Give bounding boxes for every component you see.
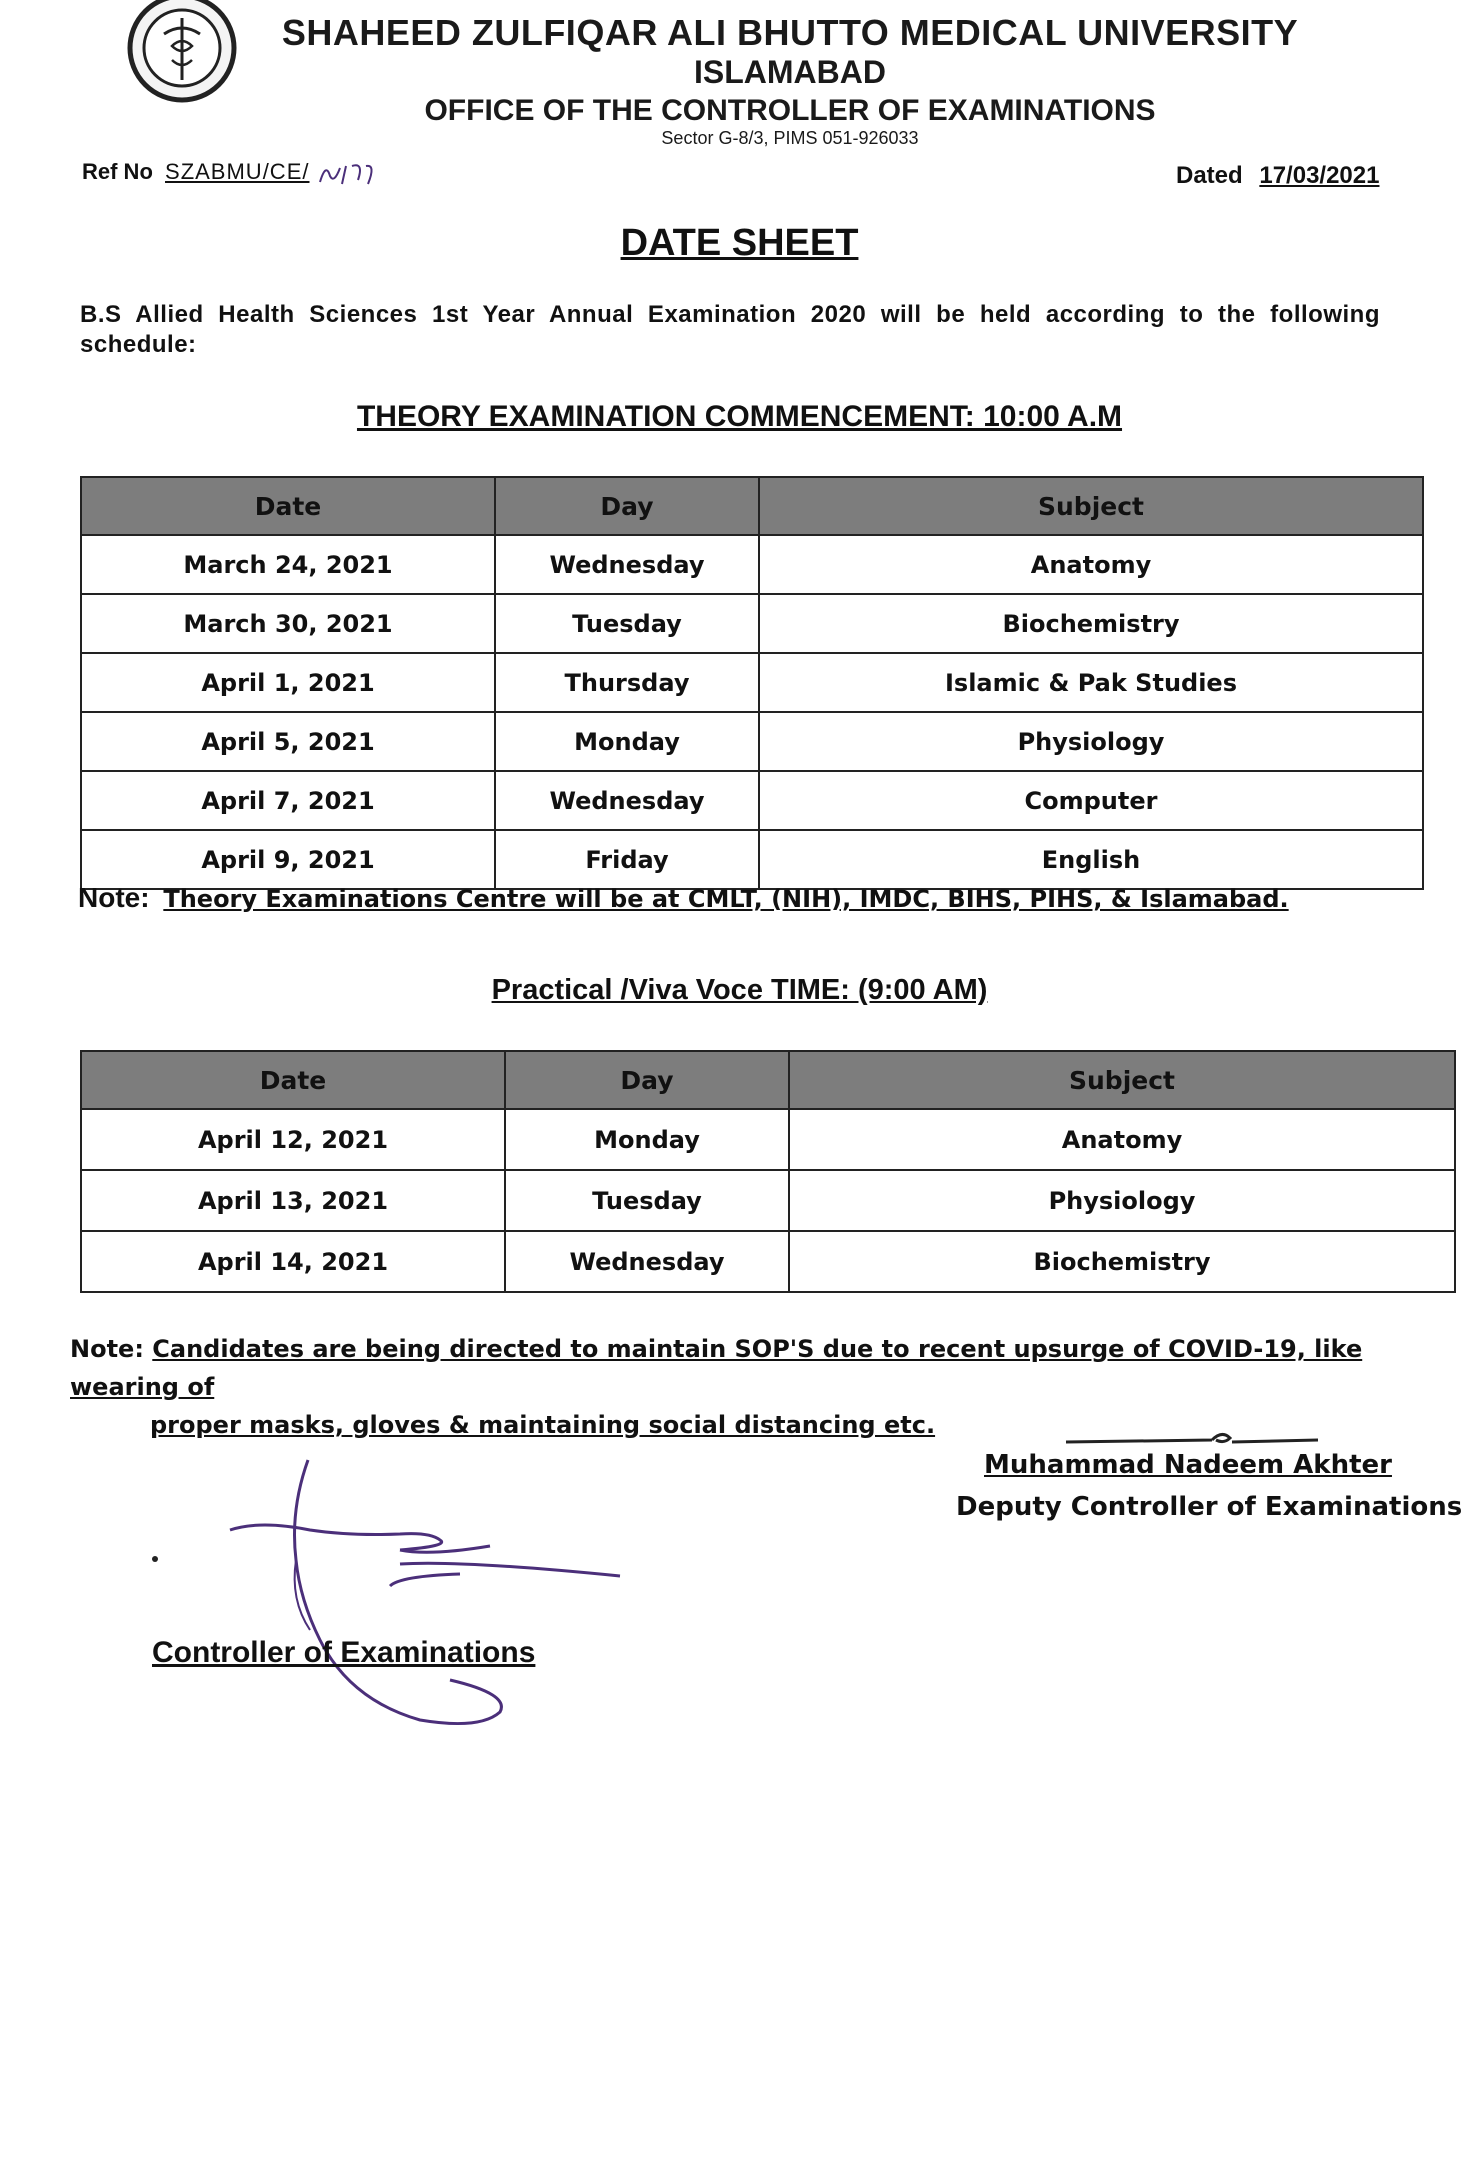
cell-day: Monday — [505, 1109, 789, 1170]
note-text: Theory Examinations Centre will be at CMLT, (NIH), IMDC, BIHS, PIHS, & Islamabad. — [163, 885, 1289, 913]
cell-date: April 1, 2021 — [81, 653, 495, 712]
note-label: Note: — [78, 882, 150, 913]
cell-subject: English — [759, 830, 1423, 889]
col-date: Date — [81, 1051, 505, 1109]
deputy-title: Deputy Controller of Examinations — [956, 1492, 1463, 1522]
col-day: Day — [505, 1051, 789, 1109]
cell-day: Thursday — [495, 653, 759, 712]
cell-date: April 13, 2021 — [81, 1170, 505, 1231]
table-header-row — [81, 477, 1423, 535]
university-logo — [112, 0, 258, 108]
cell-subject: Physiology — [789, 1170, 1455, 1231]
cell-day: Friday — [495, 830, 759, 889]
date-issued — [1176, 162, 1379, 190]
cell-date: March 24, 2021 — [81, 535, 495, 594]
cell-subject: Physiology — [759, 712, 1423, 771]
table-row — [81, 1231, 1455, 1292]
col-day: Day — [495, 477, 759, 535]
table-row — [81, 771, 1423, 830]
cell-date: April 12, 2021 — [81, 1109, 505, 1170]
table-row — [81, 653, 1423, 712]
office-address: Sector G-8/3, PIMS 051-926033 — [661, 128, 919, 148]
intro-paragraph: B.S Allied Health Sciences 1st Year Annual Examination 2020 will be held according to the following schedule: — [80, 301, 1380, 358]
cell-day: Wednesday — [505, 1231, 789, 1292]
table-row — [81, 535, 1423, 594]
table-header-row — [81, 1051, 1455, 1109]
table-row — [81, 712, 1423, 771]
practical-table — [80, 1050, 1456, 1293]
cell-date: April 5, 2021 — [81, 712, 495, 771]
practical-heading: Practical /Viva Voce TIME: (9:00 AM) — [491, 974, 988, 1006]
page-title: DATE SHEET — [620, 222, 859, 264]
cell-subject: Islamic & Pak Studies — [759, 653, 1423, 712]
col-date: Date — [81, 477, 495, 535]
cell-day: Wednesday — [495, 535, 759, 594]
city-name: ISLAMABAD — [694, 54, 886, 90]
cell-date: April 9, 2021 — [81, 830, 495, 889]
cell-subject: Biochemistry — [759, 594, 1423, 653]
cell-subject: Computer — [759, 771, 1423, 830]
table-row — [81, 830, 1423, 889]
cell-date: March 30, 2021 — [81, 594, 495, 653]
cell-day: Tuesday — [495, 594, 759, 653]
cell-date: April 7, 2021 — [81, 771, 495, 830]
note-line-1: Candidates are being directed to maintain SOP'S due to recent upsurge of COVID-19, like wearing of — [70, 1335, 1363, 1401]
university-name: SHAHEED ZULFIQAR ALI BHUTTO MEDICAL UNIVERSITY — [281, 12, 1299, 53]
theory-table — [80, 476, 1424, 890]
col-subject: Subject — [789, 1051, 1455, 1109]
controller-signature — [200, 1450, 660, 1780]
col-subject: Subject — [759, 477, 1423, 535]
ref-label: Ref No — [82, 158, 153, 184]
office-name: OFFICE OF THE CONTROLLER OF EXAMINATIONS — [424, 94, 1156, 127]
ref-value: SZABMU/CE/ — [165, 158, 310, 184]
cell-subject: Anatomy — [789, 1109, 1455, 1170]
dated-label: Dated — [1176, 162, 1243, 189]
cell-subject: Biochemistry — [789, 1231, 1455, 1292]
table-row — [81, 594, 1423, 653]
ink-dot — [152, 1556, 158, 1562]
cell-subject: Anatomy — [759, 535, 1423, 594]
cell-day: Tuesday — [505, 1170, 789, 1231]
table-row — [81, 1109, 1455, 1170]
table-row — [81, 1170, 1455, 1231]
note-label: Note: — [70, 1335, 144, 1363]
ref-handwritten-number — [316, 158, 376, 188]
dated-value: 17/03/2021 — [1259, 162, 1380, 189]
cell-day: Monday — [495, 712, 759, 771]
theory-heading: THEORY EXAMINATION COMMENCEMENT: 10:00 A.M — [356, 400, 1123, 433]
reference-number — [82, 158, 376, 188]
controller-title: Controller of Examinations — [152, 1636, 536, 1669]
note-line-2: proper masks, gloves & maintaining social distancing etc. — [150, 1411, 936, 1439]
cell-day: Wednesday — [495, 771, 759, 830]
deputy-name: Muhammad Nadeem Akhter — [984, 1450, 1392, 1480]
theory-note — [78, 882, 1289, 914]
cell-date: April 14, 2021 — [81, 1231, 505, 1292]
